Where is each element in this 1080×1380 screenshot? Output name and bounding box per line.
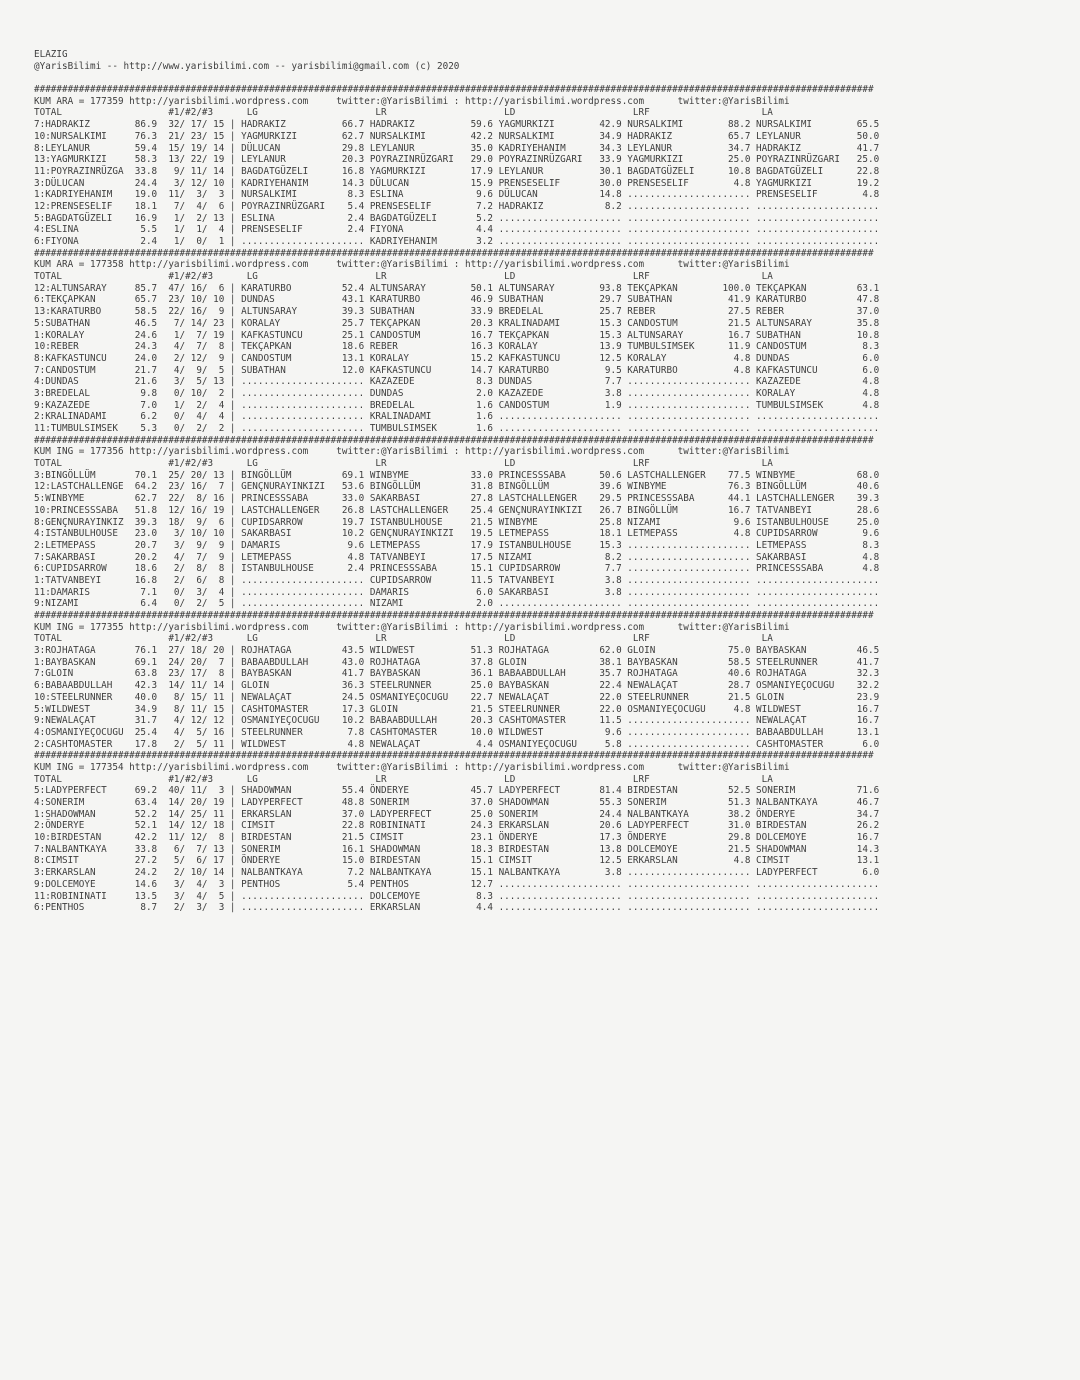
horse-row: 7:NALBANTKAYA 33.8 6/ 7/ 13 | SONERIM 16.1 SHADOWMAN 18.3 BIRDESTAN 13.8 DOLCEMOYE 21.5 SHADOWMAN 14.3 [34,843,885,855]
section-header: KUM ARA = 177358 http://yarisbilimi.wordpress.com twitter:@YarisBilimi : http://yarisbilimi.wordpress.com twitter:@YarisBilimi [34,259,790,271]
horse-row: 10:PRINCESSSABA 51.8 12/ 16/ 19 | LASTCHALLENGER 26.8 LASTCHALLENGER 25.4 GENÇNURAYINKIZI 26.7 BINGÖLLÜM 16.7 TATVANBEYI 28.6 [34,504,885,516]
separator-line: ###################################################################################################################################################### [34,434,874,446]
section-header: KUM ING = 177355 http://yarisbilimi.wordpress.com twitter:@YarisBilimi : http://yarisbilimi.wordpress.com twitter:@YarisBilimi [34,621,790,633]
horse-row: 7:CANDOSTUM 21.7 4/ 9/ 5 | SUBATHAN 12.0 KAFKASTUNCU 14.7 KARATURBO 9.5 KARATURBO 4.8 KAFKASTUNCU 6.0 [34,364,885,376]
horse-row: 3:BREDELAL 9.8 0/ 10/ 2 | ...................... DUNDAS 2.0 KAZAZEDE 3.8 ...................... KORALAY 4.8 [34,387,885,399]
copyright-line: @YarisBilimi -- http://www.yarisbilimi.com -- yarisbilimi@gmail.com (c) 2020 [34,60,460,72]
horse-row: 11:TUMBULSIMSEK 5.3 0/ 2/ 2 | ...................... TUMBULSIMSEK 1.6 ...................... ...................... ...................... [34,423,885,434]
horse-row: 2:ÖNDERYE 52.1 14/ 12/ 18 | CIMSIT 22.8 ROBININATI 24.3 ERKARSLAN 20.6 LADYPERFECT 31.0 BIRDESTAN 26.2 [34,820,885,832]
horse-row: 1:SHADOWMAN 52.2 14/ 25/ 11 | ERKARSLAN 37.0 LADYPERFECT 25.0 SONERIM 24.4 NALBANTKAYA 38.2 ÖNDERYE 34.7 [34,808,885,820]
horse-row: 2:CASHTOMASTER 17.8 2/ 5/ 11 | WILDWEST 4.8 NEWALAÇAT 4.4 OSMANIYEÇOCUGU 5.8 ...................... CASHTOMASTER 6.0 [34,738,885,750]
column-header-row: TOTAL #1/#2/#3 LG LR LD LRF LA [34,633,773,645]
race-section [34,84,885,248]
horse-row: 9:NIZAMI 6.4 0/ 2/ 5 | ...................... NIZAMI 2.0 ...................... ...................... ...................... [34,598,885,610]
section-header: KUM ING = 177354 http://yarisbilimi.wordpress.com twitter:@YarisBilimi : http://yarisbilimi.wordpress.com twitter:@YarisBilimi [34,761,790,773]
horse-row: 6:FIYONA 2.4 1/ 0/ 1 | ...................... KADRIYEHANIM 3.2 ...................... ...................... ...................... [34,236,885,247]
race-section [34,610,885,750]
horse-row: 1:KORALAY 24.6 1/ 7/ 19 | KAFKASTUNCU 25.1 CANDOSTUM 16.7 TEKÇAPKAN 15.3 ALTUNSARAY 16.7 SUBATHAN 10.8 [34,329,885,341]
horse-row: 1:BAYBASKAN 69.1 24/ 20/ 7 | BABAABDULLAH 43.0 ROJHATAGA 37.8 GLOIN 38.1 BAYBASKAN 58.5 STEELRUNNER 41.7 [34,656,885,668]
horse-row: 7:HADRAKIZ 86.9 32/ 17/ 15 | HADRAKIZ 66.7 HADRAKIZ 59.6 YAGMURKIZI 42.9 NURSALKIMI 88.2 NURSALKIMI 65.5 [34,119,885,131]
horse-row: 4:DUNDAS 21.6 3/ 5/ 13 | ...................... KAZAZEDE 8.3 DUNDAS 7.7 ...................... KAZAZEDE 4.8 [34,376,885,388]
horse-row: 10:NURSALKIMI 76.3 21/ 23/ 15 | YAGMURKIZI 62.7 NURSALKIMI 42.2 NURSALKIMI 34.9 HADRAKIZ 65.7 LEYLANUR 50.0 [34,130,885,142]
horse-row: 2:LETMEPASS 20.7 3/ 9/ 9 | DAMARIS 9.6 LETMEPASS 17.9 ISTANBULHOUSE 15.3 ...................... LETMEPASS 8.3 [34,539,885,551]
horse-row: 6:TEKÇAPKAN 65.7 23/ 10/ 10 | DUNDAS 43.1 KARATURBO 46.9 SUBATHAN 29.7 SUBATHAN 41.9 KARATURBO 47.8 [34,294,885,306]
horse-row: 12:ALTUNSARAY 85.7 47/ 16/ 6 | KARATURBO 52.4 ALTUNSARAY 50.1 ALTUNSARAY 93.8 TEKÇAPKAN 100.0 TEKÇAPKAN 63.1 [34,282,885,294]
horse-row: 13:YAGMURKIZI 58.3 13/ 22/ 19 | LEYLANUR 20.3 POYRAZINRÜZGARI 29.0 POYRAZINRÜZGARI 33.9 YAGMURKIZI 25.0 POYRAZINRÜZGARI 25.0 [34,154,885,166]
horse-row: 4:SONERIM 63.4 14/ 20/ 19 | LADYPERFECT 48.8 SONERIM 37.0 SHADOWMAN 55.3 SONERIM 51.3 NALBANTKAYA 46.7 [34,797,885,808]
horse-row: 11:DAMARIS 7.1 0/ 3/ 4 | ...................... DAMARIS 6.0 SAKARBASI 3.8 ...................... ...................... [34,586,885,598]
track-name: ELAZIG [34,49,68,60]
horse-row: 13:KARATURBO 58.5 22/ 16/ 9 | ALTUNSARAY 39.3 SUBATHAN 33.9 BREDELAL 25.7 REBER 27.5 REBER 37.0 [34,306,885,318]
section-header: KUM ARA = 177359 http://yarisbilimi.wordpress.com twitter:@YarisBilimi : http://yarisbilimi.wordpress.com twitter:@YarisBilimi [34,95,790,107]
column-header-row: TOTAL #1/#2/#3 LG LR LD LRF LA [34,271,773,283]
horse-row: 5:BAGDATGÜZELI 16.9 1/ 2/ 13 | ESLINA 2.4 BAGDATGÜZELI 5.2 ...................... ...................... ...................... [34,212,885,224]
horse-row: 3:ERKARSLAN 24.2 2/ 10/ 14 | NALBANTKAYA 7.2 NALBANTKAYA 15.1 NALBANTKAYA 3.8 ...................... LADYPERFECT 6.0 [34,867,885,879]
horse-row: 4:OSMANIYEÇOCUGU 25.4 4/ 5/ 16 | STEELRUNNER 7.8 CASHTOMASTER 10.0 WILDWEST 9.6 ...................... BABAABDULLAH 13.1 [34,726,885,738]
horse-row: 5:SUBATHAN 46.5 7/ 14/ 23 | KORALAY 25.7 TEKÇAPKAN 20.3 KRALINADAMI 15.3 CANDOSTUM 21.5 ALTUNSARAY 35.8 [34,317,885,329]
race-section [34,248,885,435]
horse-row: 12:PRENSESELIF 18.1 7/ 4/ 6 | POYRAZINRÜZGARI 5.4 PRENSESELIF 7.2 HADRAKIZ 8.2 ...................... ...................... [34,200,885,212]
horse-row: 1:KADRIYEHANIM 19.0 11/ 3/ 3 | NURSALKIMI 8.3 ESLINA 9.6 DÜLUCAN 14.8 ...................... PRENSESELIF 4.8 [34,189,885,201]
race-report [34,49,885,914]
horse-row: 9:DOLCEMOYE 14.6 3/ 4/ 3 | PENTHOS 5.4 PENTHOS 12.7 ...................... ...................... ...................... [34,878,885,890]
section-header: KUM ING = 177356 http://yarisbilimi.wordpress.com twitter:@YarisBilimi : http://yarisbilimi.wordpress.com twitter:@YarisBilimi [34,446,790,458]
horse-row: 3:ROJHATAGA 76.1 27/ 18/ 20 | ROJHATAGA 43.5 WILDWEST 51.3 ROJHATAGA 62.0 GLOIN 75.0 BAYBASKAN 46.5 [34,645,885,657]
horse-row: 10:BIRDESTAN 42.2 11/ 12/ 8 | BIRDESTAN 21.5 CIMSIT 23.1 ÖNDERYE 17.3 ÖNDERYE 29.8 DOLCEMOYE 16.7 [34,832,885,844]
horse-row: 6:BABAABDULLAH 42.3 14/ 11/ 14 | GLOIN 36.3 STEELRUNNER 25.0 BAYBASKAN 22.4 NEWALAÇAT 28.7 OSMANIYEÇOCUGU 32.2 [34,680,885,692]
separator-line: ###################################################################################################################################################### [34,84,874,96]
blank-line [34,72,885,84]
horse-row: 7:SAKARBASI 20.2 4/ 7/ 9 | LETMEPASS 4.8 TATVANBEYI 17.5 NIZAMI 8.2 ...................... SAKARBASI 4.8 [34,551,885,563]
separator-line: ###################################################################################################################################################### [34,247,874,259]
column-header-row: TOTAL #1/#2/#3 LG LR LD LRF LA [34,107,773,119]
horse-row: 1:TATVANBEYI 16.8 2/ 6/ 8 | ...................... CUPIDSARROW 11.5 TATVANBEYI 3.8 ...................... ...................... [34,574,885,586]
horse-row: 2:KRALINADAMI 6.2 0/ 4/ 4 | ...................... KRALINADAMI 1.6 ...................... ...................... ...................... [34,411,885,423]
horse-row: 5:WINBYME 62.7 22/ 8/ 16 | PRINCESSSABA 33.0 SAKARBASI 27.8 LASTCHALLENGER 29.5 PRINCESSSABA 44.1 LASTCHALLENGER 39.3 [34,493,885,505]
horse-row: 7:GLOIN 63.8 23/ 17/ 8 | BAYBASKAN 41.7 BAYBASKAN 36.1 BABAABDULLAH 35.7 ROJHATAGA 40.6 ROJHATAGA 32.3 [34,668,885,680]
horse-row: 3:BINGÖLLÜM 70.1 25/ 20/ 13 | BINGÖLLÜM 69.1 WINBYME 33.0 PRINCESSSABA 50.6 LASTCHALLENGER 77.5 WINBYME 68.0 [34,469,885,481]
column-header-row: TOTAL #1/#2/#3 LG LR LD LRF LA [34,773,773,785]
column-header-row: TOTAL #1/#2/#3 LG LR LD LRF LA [34,458,773,470]
horse-row: 3:DÜLUCAN 24.4 3/ 12/ 10 | KADRIYEHANIM 14.3 DÜLUCAN 15.9 PRENSESELIF 30.0 PRENSESELIF 4.8 YAGMURKIZI 19.2 [34,177,885,189]
horse-row: 4:ESLINA 5.5 1/ 1/ 4 | PRENSESELIF 2.4 FIYONA 4.4 ...................... ...................... ...................... [34,224,885,236]
horse-row: 12:LASTCHALLENGE 64.2 23/ 16/ 7 | GENÇNURAYINKIZI 53.6 BINGÖLLÜM 31.8 BINGÖLLÜM 39.6 WINBYME 76.3 BINGÖLLÜM 40.6 [34,481,885,493]
separator-line: ###################################################################################################################################################### [34,610,874,621]
horse-row: 4:ISTANBULHOUSE 23.0 3/ 10/ 10 | SAKARBASI 10.2 GENÇNURAYINKIZI 19.5 LETMEPASS 18.1 LETMEPASS 4.8 CUPIDSARROW 9.6 [34,528,885,540]
horse-row: 6:CUPIDSARROW 18.6 2/ 8/ 8 | ISTANBULHOUSE 2.4 PRINCESSSABA 15.1 CUPIDSARROW 7.7 ...................... PRINCESSSABA 4.8 [34,563,885,575]
horse-row: 10:STEELRUNNER 40.0 8/ 15/ 11 | NEWALAÇAT 24.5 OSMANIYEÇOCUGU 22.7 NEWALAÇAT 22.0 STEELRUNNER 21.5 GLOIN 23.9 [34,691,885,703]
horse-row: 11:POYRAZINRÜZGA 33.8 9/ 11/ 14 | BAGDATGÜZELI 16.8 YAGMURKIZI 17.9 LEYLANUR 30.1 BAGDATGÜZELI 10.8 BAGDATGÜZELI 22.8 [34,165,885,177]
horse-row: 10:REBER 24.3 4/ 7/ 8 | TEKÇAPKAN 18.6 REBER 16.3 KORALAY 13.9 TUMBULSIMSEK 11.9 CANDOSTUM 8.3 [34,341,885,353]
horse-row: 9:NEWALAÇAT 31.7 4/ 12/ 12 | OSMANIYEÇOCUGU 10.2 BABAABDULLAH 20.3 CASHTOMASTER 11.5 ...................... NEWALAÇAT 16.7 [34,715,885,727]
race-section [34,750,885,914]
horse-row: 8:GENÇNURAYINKIZ 39.3 18/ 9/ 6 | CUPIDSARROW 19.7 ISTANBULHOUSE 21.5 WINBYME 25.8 NIZAMI 9.6 ISTANBULHOUSE 25.0 [34,516,885,528]
horse-row: 8:LEYLANUR 59.4 15/ 19/ 14 | DÜLUCAN 29.8 LEYLANUR 35.0 KADRIYEHANIM 34.3 LEYLANUR 34.7 HADRAKIZ 41.7 [34,142,885,154]
race-section [34,435,885,610]
separator-line: ###################################################################################################################################################### [34,750,874,762]
horse-row: 8:KAFKASTUNCU 24.0 2/ 12/ 9 | CANDOSTUM 13.1 KORALAY 15.2 KAFKASTUNCU 12.5 KORALAY 4.8 DUNDAS 6.0 [34,352,885,364]
horse-row: 11:ROBININATI 13.5 3/ 4/ 5 | ...................... DOLCEMOYE 8.3 ...................... ...................... ...................... [34,890,885,902]
horse-row: 5:WILDWEST 34.9 8/ 11/ 15 | CASHTOMASTER 17.3 GLOIN 21.5 STEELRUNNER 22.0 OSMANIYEÇOCUGU 4.8 WILDWEST 16.7 [34,703,885,715]
race-sections [34,84,885,914]
horse-row: 8:CIMSIT 27.2 5/ 6/ 17 | ÖNDERYE 15.0 BIRDESTAN 15.1 CIMSIT 12.5 ERKARSLAN 4.8 CIMSIT 13.1 [34,855,885,867]
horse-row: 9:KAZAZEDE 7.0 1/ 2/ 4 | ...................... BREDELAL 1.6 CANDOSTUM 1.9 ...................... TUMBULSIMSEK 4.8 [34,399,885,411]
horse-row: 6:PENTHOS 8.7 2/ 3/ 3 | ...................... ERKARSLAN 4.4 ...................... ...................... ...................... [34,902,885,914]
horse-row: 5:LADYPERFECT 69.2 40/ 11/ 3 | SHADOWMAN 55.4 ÖNDERYE 45.7 LADYPERFECT 81.4 BIRDESTAN 52.5 SONERIM 71.6 [34,785,885,797]
